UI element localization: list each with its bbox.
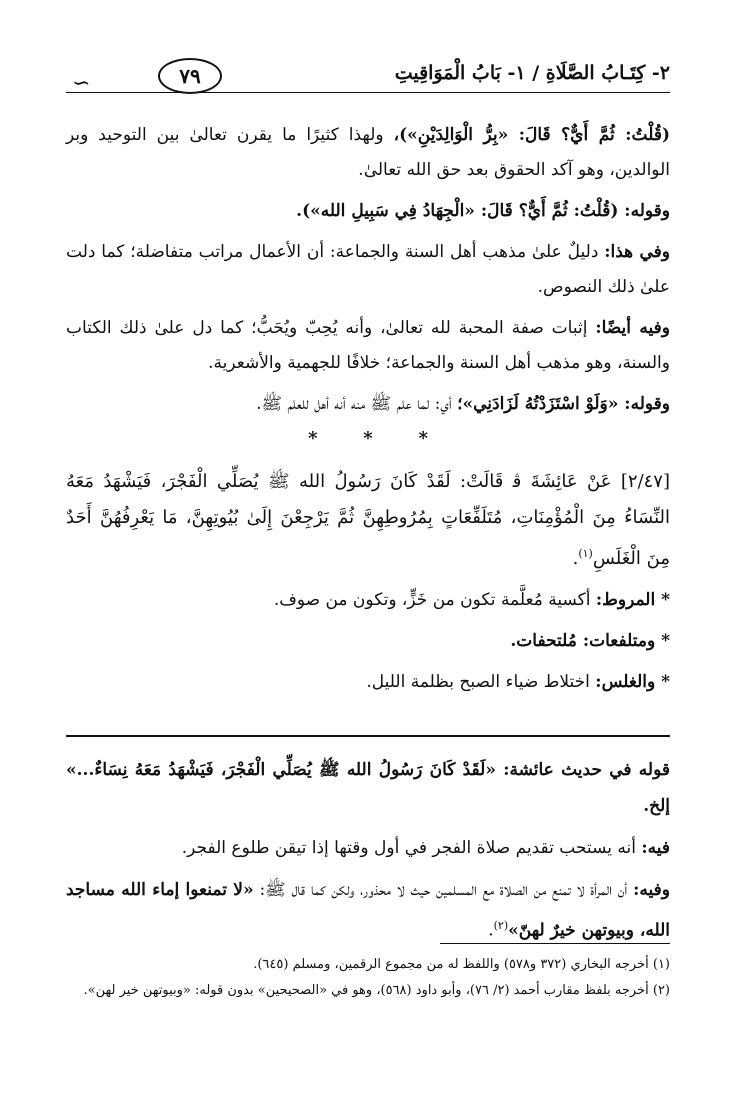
footnote-ref: (١) bbox=[578, 547, 593, 560]
paragraph-lead: وقوله: «وَلَوْ اسْتَزَدْتُهُ لَزَادَنِي»؛ bbox=[457, 394, 670, 414]
footnote: (١) أخرجه البخاري (٣٧٢ و٥٧٨) واللفظ له من مجموع الرقمين، ومسلم (٦٤٥). bbox=[253, 957, 670, 972]
running-header bbox=[66, 56, 670, 96]
commentary-text: أنه يستحب تقديم صلاة الفجر في أول وقتها إذا تيقن طلوع الفجر. bbox=[181, 838, 642, 858]
hadith-body: عَنْ عَائِشَةَ ﭬ قَالَتْ: لَقَدْ كَانَ رَسُولُ الله ﷺ يُصَلِّي الْفَجْرَ، فَيَشْهَدُ مَعَهُ النِّسَاءُ مِنَ الْمُؤْمِنَاتِ، مُتَلَفِّعَاتٍ بِمُرُوطِهِنَّ ثُمَّ يَرْجِعْنَ إِلَىٰ بُيُوتِهِنَّ، مَا يَعْرِفُهُنَّ أَحَدٌ مِنَ الْغَلَسِ bbox=[66, 471, 670, 569]
commentary-text: أن المرأة لا تمنع من الصلاة مع المسلمين حيث لا محذور، ولكن كما قال ﷺ: bbox=[253, 880, 634, 900]
commentary-lead: قوله في حديث عائشة: «لَقَدْ كَانَ رَسُولُ الله ﷺ يُصَلِّي الْفَجْرَ، فَيَشْهَدُ مَعَهُ نِسَاءٌ...» إلخ. bbox=[66, 760, 670, 816]
chapter-title: ٢- كِتَـابُ الصَّلَاةِ / ١- بَابُ الْمَوَاقِيتِ bbox=[394, 62, 670, 84]
paragraph-text: ولهذا كثيرًا ما يقرن تعالىٰ بين التوحيد وبر الوالدين، وهو آكد الحقوق بعد حق الله تعالىٰ. bbox=[66, 125, 670, 180]
paragraph bbox=[66, 194, 670, 229]
hadith-end: . bbox=[572, 548, 579, 569]
definition-term: * والغلس: bbox=[595, 672, 670, 692]
commentary-paragraph bbox=[66, 872, 670, 949]
commentary bbox=[66, 752, 670, 949]
commentary-paragraph bbox=[66, 752, 670, 824]
paragraph-lead: وقوله: (قُلْتُ: ثُمَّ أَيٌّ؟ قَالَ: «الْجِهَادُ فِي سَبِيلِ الله»). bbox=[296, 201, 670, 221]
hadith-text bbox=[66, 464, 670, 577]
paragraph-text: أي: لما علم ﷺ منه أنه أهل للعلم ﷺ. bbox=[256, 394, 458, 414]
hadith-number: [٢/٤٧] bbox=[620, 471, 671, 492]
footnote: (٢) أخرجه بلفظ مقارب أحمد (٢/ ٧٦)، وأبو داود (٥٦٨)، وهو في «الصحيحين» بدون قوله: «وبيوتهن خير لهن». bbox=[83, 983, 670, 998]
paragraph-text: دليلٌ علىٰ مذهب أهل السنة والجماعة: أن الأعمال مراتب متفاضلة؛ كما دلت علىٰ ذلك النصوص. bbox=[66, 242, 670, 297]
paragraph-lead: (قُلْتُ: ثُمَّ أَيٌّ؟ قَالَ: «بِرُّ الْوَالِدَيْنِ»)، bbox=[393, 125, 670, 145]
definition-text: اختلاط ضياء الصبح بظلمة الليل. bbox=[366, 672, 596, 692]
definition bbox=[66, 583, 670, 618]
separator-star: * bbox=[308, 428, 318, 449]
definition-text: مُلتحفات. bbox=[510, 631, 583, 651]
header-rule bbox=[66, 92, 670, 93]
footnotes bbox=[66, 952, 670, 1004]
commentary-paragraph bbox=[66, 830, 670, 866]
footnote-divider bbox=[440, 943, 670, 944]
separator-star: * bbox=[363, 428, 373, 449]
commentary-lead: وفيه: bbox=[633, 880, 671, 900]
paragraph bbox=[66, 311, 670, 381]
separator-star: * bbox=[418, 428, 428, 449]
footnote-ref: (٢) bbox=[493, 919, 509, 932]
paragraph-text: إثبات صفة المحبة لله تعالىٰ، وأنه يُحِبّ ويُحَبُّ؛ كما دل علىٰ ذلك الكتاب والسنة، وهو مذهب أهل السنة والجماعة؛ خلافًا للجهمية والأشعرية. bbox=[66, 318, 670, 373]
hadith-quote: «لا تمنعوا إماء الله مساجد الله، وبيوتهن خيرٌ لهنّ» bbox=[66, 880, 670, 941]
definition bbox=[66, 665, 670, 700]
paragraph-lead: وفيه أيضًا: bbox=[595, 318, 670, 338]
paragraph-lead: وفي هذا: bbox=[604, 242, 670, 262]
definition-term: * ومتلفعات: bbox=[582, 631, 670, 651]
main-text bbox=[66, 118, 670, 700]
commentary-lead: فيه: bbox=[641, 838, 670, 858]
page-number: ٧٩ bbox=[158, 58, 222, 94]
definition-text: أكسية مُعلَّمة تكون من خَزٍّ، وتكون من صوف. bbox=[273, 590, 596, 610]
header-ornament: ∽ bbox=[72, 71, 91, 96]
paragraph bbox=[66, 387, 670, 422]
section-divider bbox=[66, 735, 670, 737]
paragraph bbox=[66, 235, 670, 305]
commentary-end: . bbox=[488, 920, 494, 941]
definition bbox=[66, 624, 670, 659]
paragraph bbox=[66, 118, 670, 188]
section-separator bbox=[66, 424, 670, 454]
definition-term: * المروط: bbox=[595, 590, 670, 610]
